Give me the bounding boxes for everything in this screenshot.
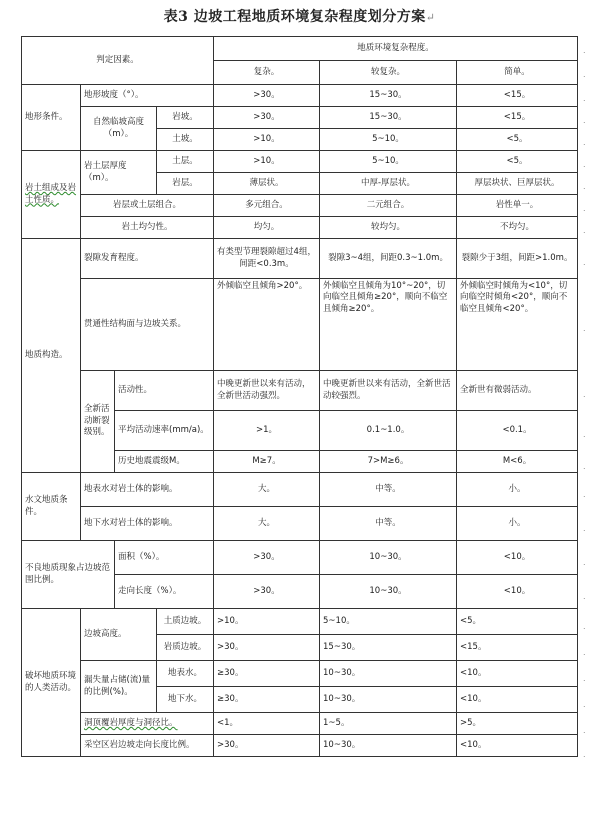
table-title-text: 表3 边坡工程地质环境复杂程度划分方案	[163, 9, 426, 25]
group-rock-soil	[22, 151, 81, 239]
cell-value: <10。	[457, 661, 578, 687]
label-surface-water: 地表水。	[157, 661, 214, 687]
group-human: 破坏地质环境的人类活动。	[22, 609, 81, 757]
cell-value: <5。	[457, 151, 578, 173]
header-simple: 简单。	[457, 61, 578, 85]
cell-value: 中厚-厚层状。	[320, 173, 457, 195]
row-end-mark: .	[583, 462, 586, 471]
cell-value: <15。	[457, 107, 578, 129]
cell-value: 中等。	[320, 507, 457, 541]
table-title	[0, 6, 599, 26]
cell-value: 10~30。	[320, 575, 457, 609]
cell-value: >10。	[214, 609, 320, 635]
cell-value: <10。	[457, 575, 578, 609]
row-end-mark: .	[583, 558, 586, 567]
cell-value: 大。	[214, 473, 320, 507]
row-end-mark: .	[583, 226, 586, 235]
label-structure-relation: 贯通性结构面与边坡关系。	[81, 279, 214, 371]
cell-value: 中等。	[320, 473, 457, 507]
cell-value: 外倾临空且倾角>20°。	[214, 279, 320, 371]
label-mined-area: 采空区岩边坡走向长度比例。	[81, 735, 214, 757]
label-natural-height: 自然临坡高度（m）。	[81, 107, 157, 151]
table-row	[22, 85, 578, 107]
label-area: 面积（%）。	[115, 541, 214, 575]
row-end-mark: .	[583, 94, 586, 103]
cell-value: 10~30。	[320, 687, 457, 713]
row-end-mark: .	[583, 324, 586, 333]
label-slope-angle: 地形坡度（°）。	[81, 85, 214, 107]
table-row	[22, 609, 578, 635]
cell-value: 10~30。	[320, 735, 457, 757]
group-terrain: 地形条件。	[22, 85, 81, 151]
row-end-mark: .	[583, 204, 586, 213]
cell-value: <10。	[457, 687, 578, 713]
cell-value: <10。	[457, 735, 578, 757]
cell-value: ≥30。	[214, 687, 320, 713]
label-combination: 岩层或土层组合。	[81, 195, 214, 217]
label-fracture: 裂隙发育程度。	[81, 239, 214, 279]
row-end-mark: .	[583, 160, 586, 169]
cell-value: <15。	[457, 85, 578, 107]
table-row	[22, 371, 578, 411]
header-complexity: 地质环境复杂程度。	[214, 37, 578, 61]
label-ground-water: 地下水。	[157, 687, 214, 713]
label-uniformity: 岩土均匀性。	[81, 217, 214, 239]
cell-value: 厚层块状、巨厚层状。	[457, 173, 578, 195]
cell-value: 岩性单一。	[457, 195, 578, 217]
paragraph-mark: ↵	[425, 11, 436, 24]
label-magnitude: 历史地震震级M。	[115, 451, 214, 473]
cell-value: >30。	[214, 735, 320, 757]
cell-value: 7>M≥6。	[320, 451, 457, 473]
cell-value: <15。	[457, 635, 578, 661]
cell-value: 5~10。	[320, 151, 457, 173]
cell-value: <0.1。	[457, 411, 578, 451]
cell-value: 多元组合。	[214, 195, 320, 217]
cell-value: 15~30。	[320, 85, 457, 107]
cell-value: 小。	[457, 507, 578, 541]
label-slope-height: 边坡高度。	[81, 609, 157, 661]
cell-value: 外倾临空时倾角为<10°，切向临空时倾角<20°，顺向不临空且倾角<20°。	[457, 279, 578, 371]
cell-value: 外倾临空且倾角为10°~20°，切向临空且倾角≥20°，顺向不临空且倾角≥20°。	[320, 279, 457, 371]
table-row	[22, 239, 578, 279]
cell-value: M≥7。	[214, 451, 320, 473]
row-end-mark: .	[583, 592, 586, 601]
label-leakage: 漏失量占储(流)量的比例(%)。	[81, 661, 157, 713]
header-medium: 较复杂。	[320, 61, 457, 85]
table-row	[22, 279, 578, 371]
cell-value: 中晚更新世以来有活动，全新世活动较强烈。	[320, 371, 457, 411]
table-row	[22, 507, 578, 541]
label-rock-slope: 岩坡。	[157, 107, 214, 129]
label-ground-water: 地下水对岩土体的影响。	[81, 507, 214, 541]
row-end-mark: .	[583, 116, 586, 125]
label-cave-ratio-text: 洞顶覆岩厚度与洞径比。	[84, 717, 178, 728]
cell-value: 较均匀。	[320, 217, 457, 239]
header-factor: 判定因素。	[22, 37, 214, 85]
cell-value: 薄层状。	[214, 173, 320, 195]
label-cave-ratio	[81, 713, 214, 735]
cell-value: 裂隙3~4组，间距0.3~1.0m。	[320, 239, 457, 279]
table-row	[22, 195, 578, 217]
cell-value: 中晚更新世以来有活动，全新世活动强烈。	[214, 371, 320, 411]
cell-value: 10~30。	[320, 661, 457, 687]
label-soil-slope: 土质边坡。	[157, 609, 214, 635]
cell-value: >10。	[214, 129, 320, 151]
cell-value: 0.1~1.0。	[320, 411, 457, 451]
table-row	[22, 151, 578, 173]
label-rate: 平均活动速率(mm/a)。	[115, 411, 214, 451]
cell-value: M<6。	[457, 451, 578, 473]
complexity-table	[21, 36, 578, 757]
cell-value: 二元组合。	[320, 195, 457, 217]
cell-value: 5~10。	[320, 129, 457, 151]
group-adverse: 不良地质现象占边坡范围比例。	[22, 541, 115, 609]
row-end-mark: .	[583, 390, 586, 399]
cell-value: ≥30。	[214, 661, 320, 687]
group-rock-soil-text: 岩土组成及岩土性质。	[25, 183, 77, 205]
label-surface-water: 地表水对岩土体的影响。	[81, 473, 214, 507]
cell-value: 10~30。	[320, 541, 457, 575]
row-end-mark: .	[583, 524, 586, 533]
cell-value: 大。	[214, 507, 320, 541]
label-soil-layer: 土层。	[157, 151, 214, 173]
row-end-mark: .	[583, 182, 586, 191]
cell-value: 不均匀。	[457, 217, 578, 239]
row-end-mark: .	[583, 258, 586, 267]
row-end-mark: .	[583, 46, 586, 55]
label-active-fault: 全新活动断裂级别。	[81, 371, 115, 473]
table-row	[22, 735, 578, 757]
label-length: 走向长度（%）。	[115, 575, 214, 609]
row-end-mark: .	[583, 138, 586, 147]
header-complex: 复杂。	[214, 61, 320, 85]
row-end-mark: .	[583, 700, 586, 709]
label-activity: 活动性。	[115, 371, 214, 411]
cell-value: 5~10。	[320, 609, 457, 635]
label-thickness: 岩土层厚度（m）。	[81, 151, 157, 195]
cell-value: >30。	[214, 107, 320, 129]
cell-value: 小。	[457, 473, 578, 507]
cell-value: 裂隙少于3组，间距>1.0m。	[457, 239, 578, 279]
row-end-mark: .	[583, 726, 586, 735]
cell-value: 全新世有微弱活动。	[457, 371, 578, 411]
cell-value: 有类型节理裂隙超过4组，间距<0.3m。	[214, 239, 320, 279]
cell-value: <5。	[457, 609, 578, 635]
row-end-mark: .	[583, 430, 586, 439]
cell-value: >30。	[214, 575, 320, 609]
row-end-mark: .	[583, 622, 586, 631]
cell-value: 均匀。	[214, 217, 320, 239]
cell-value: <1。	[214, 713, 320, 735]
table-row	[22, 473, 578, 507]
label-rock-layer: 岩层。	[157, 173, 214, 195]
row-end-mark: .	[583, 490, 586, 499]
cell-value: >5。	[457, 713, 578, 735]
row-end-mark: .	[583, 674, 586, 683]
cell-value: >10。	[214, 151, 320, 173]
table-row	[22, 107, 578, 129]
table-row	[22, 713, 578, 735]
cell-value: 15~30。	[320, 107, 457, 129]
cell-value: <10。	[457, 541, 578, 575]
cell-value: 1~5。	[320, 713, 457, 735]
table-header-row	[22, 37, 578, 61]
row-end-mark: .	[583, 70, 586, 79]
table-row	[22, 217, 578, 239]
group-geo-structure: 地质构造。	[22, 239, 81, 473]
cell-value: >30。	[214, 635, 320, 661]
table-row	[22, 661, 578, 687]
row-end-mark: .	[583, 750, 586, 759]
cell-value: >30。	[214, 85, 320, 107]
cell-value: >30。	[214, 541, 320, 575]
group-hydro: 水文地质条件。	[22, 473, 81, 541]
row-end-mark: .	[583, 648, 586, 657]
cell-value: >1。	[214, 411, 320, 451]
label-rock-slope: 岩质边坡。	[157, 635, 214, 661]
table-row	[22, 541, 578, 575]
label-soil-slope: 土坡。	[157, 129, 214, 151]
cell-value: 15~30。	[320, 635, 457, 661]
cell-value: <5。	[457, 129, 578, 151]
